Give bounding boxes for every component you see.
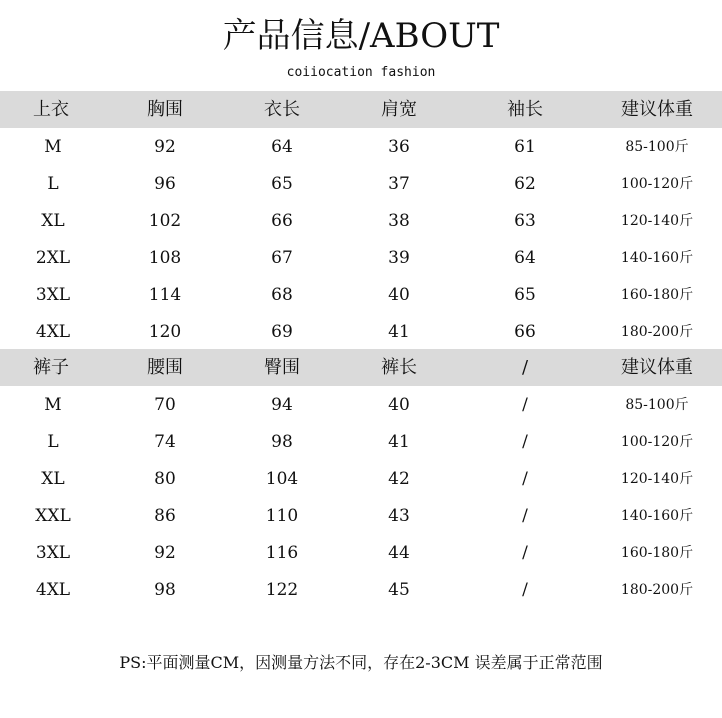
hip-cell: 98	[271, 432, 293, 452]
length-cell: 42	[388, 469, 410, 489]
hip-cell: 122	[265, 580, 299, 600]
pants-header-row	[0, 349, 722, 386]
tops-header-chest: 胸围	[147, 99, 183, 120]
length-cell: 66	[271, 211, 293, 231]
size-cell: 3XL	[35, 285, 71, 305]
pants-header-hip: 臀围	[264, 357, 300, 378]
size-cell: XXL	[35, 506, 71, 526]
table-row	[0, 498, 722, 535]
weight-cell: 160-180斤	[620, 545, 694, 561]
hip-cell: 110	[265, 506, 299, 526]
shoulder-cell: 41	[388, 322, 410, 342]
chest-cell: 92	[154, 137, 176, 157]
size-cell: L	[47, 174, 59, 194]
size-cell: M	[44, 137, 62, 157]
length-cell: 41	[388, 432, 410, 452]
tops-header-row	[0, 91, 722, 128]
weight-cell: 140-160斤	[620, 250, 694, 266]
table-row	[0, 166, 722, 203]
hip-cell: 116	[265, 543, 299, 563]
size-cell: 3XL	[35, 543, 71, 563]
size-cell: 4XL	[35, 322, 71, 342]
table-row	[0, 203, 722, 240]
sleeve-cell: 65	[514, 285, 536, 305]
length-cell: 64	[271, 137, 293, 157]
weight-cell: 100-120斤	[620, 434, 694, 450]
chest-cell: 114	[148, 285, 182, 305]
tops-header-size: 上衣	[33, 99, 69, 120]
tops-header-shoulder: 肩宽	[381, 99, 417, 120]
pants-table	[0, 387, 722, 609]
table-row	[0, 314, 722, 351]
shoulder-cell: 38	[388, 211, 410, 231]
table-row	[0, 535, 722, 572]
length-cell: 45	[388, 580, 410, 600]
pants-header-length: 裤长	[381, 357, 417, 378]
table-row	[0, 572, 722, 609]
page-subtitle: coiiocation fashion	[286, 65, 436, 80]
waist-cell: 98	[154, 580, 176, 600]
hip-cell: 94	[271, 395, 293, 415]
shoulder-cell: 37	[388, 174, 410, 194]
pants-header-size: 裤子	[33, 357, 69, 378]
chest-cell: 102	[148, 211, 182, 231]
weight-cell: 180-200斤	[620, 582, 694, 598]
chest-cell: 120	[148, 322, 182, 342]
weight-cell: 100-120斤	[620, 176, 694, 192]
weight-cell: 85-100斤	[625, 397, 689, 413]
table-row	[0, 277, 722, 314]
sleeve-cell: 62	[514, 174, 536, 194]
size-cell: M	[44, 395, 62, 415]
tops-header-weight: 建议体重	[621, 99, 693, 120]
size-cell: XL	[41, 469, 65, 489]
size-cell: 2XL	[35, 248, 71, 268]
chest-cell: 108	[148, 248, 182, 268]
weight-cell: 120-140斤	[620, 471, 694, 487]
blank-cell: /	[522, 432, 528, 452]
waist-cell: 80	[154, 469, 176, 489]
shoulder-cell: 36	[388, 137, 410, 157]
sleeve-cell: 61	[514, 137, 536, 157]
weight-cell: 160-180斤	[620, 287, 694, 303]
measurement-note: PS:平面测量CM，因测量方法不同，存在2-3CM 误差属于正常范围	[119, 653, 603, 672]
length-cell: 68	[271, 285, 293, 305]
blank-cell: /	[522, 506, 528, 526]
length-cell: 69	[271, 322, 293, 342]
weight-cell: 180-200斤	[620, 324, 694, 340]
size-cell: L	[47, 432, 59, 452]
pants-header-weight: 建议体重	[621, 357, 693, 378]
shoulder-cell: 39	[388, 248, 410, 268]
weight-cell: 85-100斤	[625, 139, 689, 155]
tops-header-sleeve: 袖长	[507, 99, 543, 120]
table-row	[0, 240, 722, 277]
table-row	[0, 424, 722, 461]
hip-cell: 104	[265, 469, 299, 489]
pants-header-waist: 腰围	[147, 357, 183, 378]
length-cell: 65	[271, 174, 293, 194]
sleeve-cell: 64	[514, 248, 536, 268]
blank-cell: /	[522, 469, 528, 489]
tops-table	[0, 129, 722, 351]
waist-cell: 92	[154, 543, 176, 563]
sleeve-cell: 66	[514, 322, 536, 342]
weight-cell: 140-160斤	[620, 508, 694, 524]
page-title: 产品信息/ABOUT	[222, 16, 500, 56]
table-row	[0, 129, 722, 166]
shoulder-cell: 40	[388, 285, 410, 305]
blank-cell: /	[522, 543, 528, 563]
blank-cell: /	[522, 395, 528, 415]
pants-header-blank: /	[521, 357, 529, 378]
waist-cell: 74	[154, 432, 176, 452]
tops-header-length: 衣长	[264, 99, 300, 120]
blank-cell: /	[522, 580, 528, 600]
chest-cell: 96	[154, 174, 176, 194]
size-cell: 4XL	[35, 580, 71, 600]
length-cell: 40	[388, 395, 410, 415]
size-cell: XL	[41, 211, 65, 231]
table-row	[0, 387, 722, 424]
table-row	[0, 461, 722, 498]
weight-cell: 120-140斤	[620, 213, 694, 229]
sleeve-cell: 63	[514, 211, 536, 231]
length-cell: 43	[388, 506, 410, 526]
length-cell: 44	[388, 543, 410, 563]
waist-cell: 70	[154, 395, 176, 415]
length-cell: 67	[271, 248, 293, 268]
waist-cell: 86	[154, 506, 176, 526]
